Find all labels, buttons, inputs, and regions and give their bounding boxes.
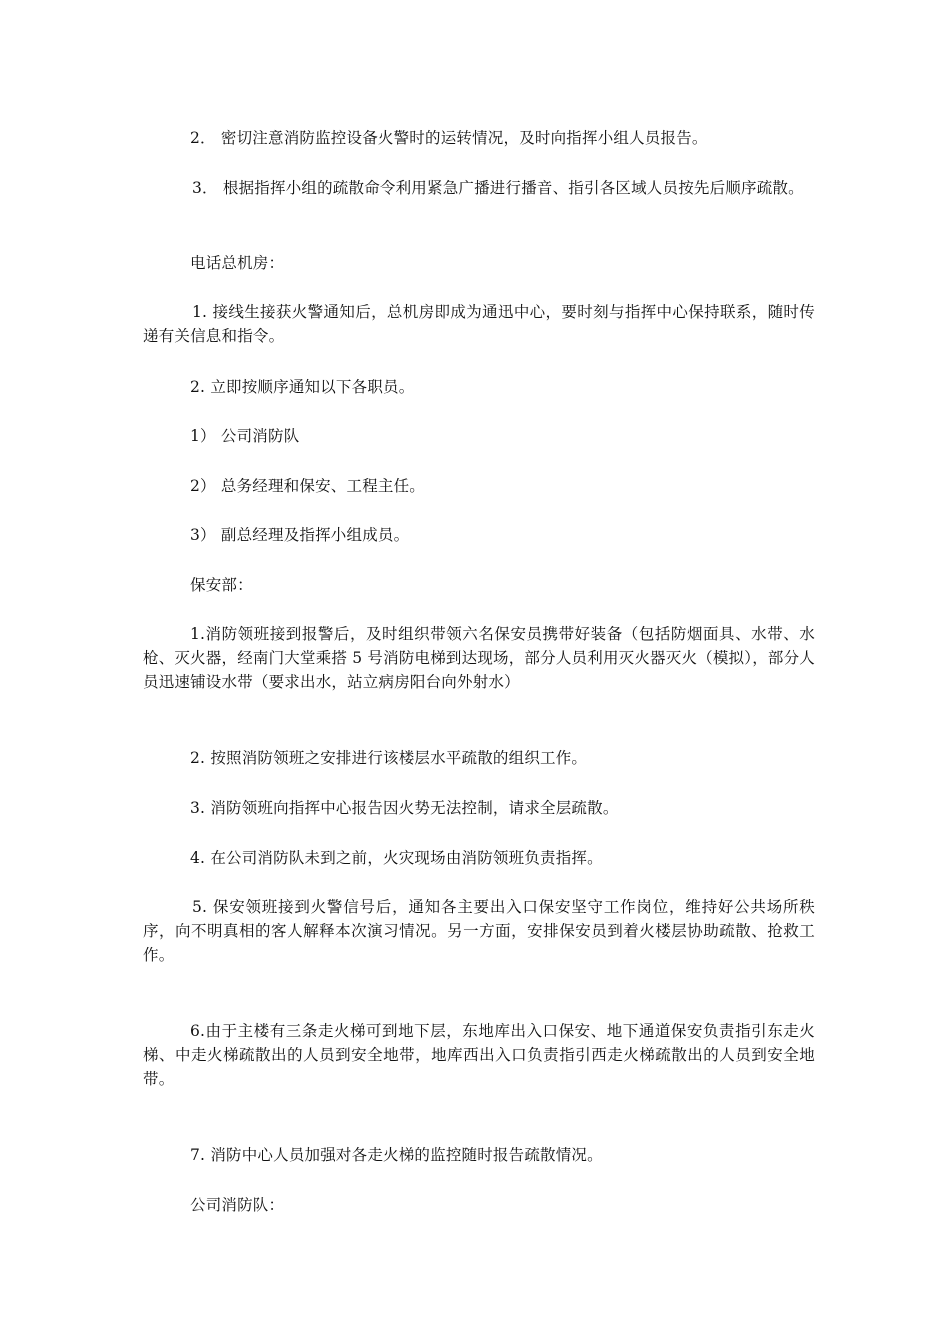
heading-company-fire-team: 公司消防队： bbox=[190, 1196, 285, 1214]
paragraph-notify-order: 2. 立即按顺序通知以下各职员。 bbox=[190, 378, 415, 396]
paragraph-security-leader: 5. 保安领班接到火警信号后，通知各主要出入口保安坚守工作岗位，维持好公共场所秩序，向不明真相的客人解释本次演习情况。另一方面，安排保安员到着火楼层协助疏散、抢救工作。 bbox=[143, 898, 815, 964]
paragraph-fire-leader: 1.消防领班接到报警后，及时组织带领六名保安员携带好装备（包括防烟面具、水带、水枪、灭火器，经南门大堂乘搭 5 号消防电梯到达现场，部分人员利用灭火器灭火（模拟），部分人员迅速铺设水带（要求出水，站立病房阳台向外射水） bbox=[143, 625, 815, 691]
paragraph-broadcast: 3． 根据指挥小组的疏散命令利用紧急广播进行播音、指引各区域人员按先后顺序疏散。 bbox=[192, 179, 804, 197]
paragraph-fire-stairs: 6.由于主楼有三条走火梯可到地下层，东地库出入口保安、地下通道保安负责指引东走火梯、中走火梯疏散出的人员到安全地带，地库西出入口负责指引西走火梯疏散出的人员到安全地带。 bbox=[143, 1022, 815, 1088]
list-item-deputy-manager: 3） 副总经理及指挥小组成员。 bbox=[190, 526, 410, 544]
heading-security: 保安部： bbox=[190, 576, 253, 594]
list-item-fire-team: 1） 公司消防队 bbox=[190, 427, 300, 445]
paragraph-horizontal-evacuation: 2. 按照消防领班之安排进行该楼层水平疏散的组织工作。 bbox=[190, 749, 588, 767]
paragraph-monitoring-stairs: 7. 消防中心人员加强对各走火梯的监控随时报告疏散情况。 bbox=[190, 1146, 603, 1164]
paragraph-monitoring: 2． 密切注意消防监控设备火警时的运转情况，及时向指挥小组人员报告。 bbox=[190, 129, 708, 147]
list-item-general-manager: 2） 总务经理和保安、工程主任。 bbox=[190, 477, 425, 495]
heading-switchboard: 电话总机房： bbox=[190, 254, 285, 272]
paragraph-full-evacuation: 3. 消防领班向指挥中心报告因火势无法控制，请求全层疏散。 bbox=[190, 799, 619, 817]
paragraph-command-onsite: 4. 在公司消防队未到之前，火灾现场由消防领班负责指挥。 bbox=[190, 849, 603, 867]
paragraph-operator: 1. 接线生接获火警通知后，总机房即成为通迅中心，要时刻与指挥中心保持联系，随时传递有关信息和指令。 bbox=[143, 303, 815, 345]
